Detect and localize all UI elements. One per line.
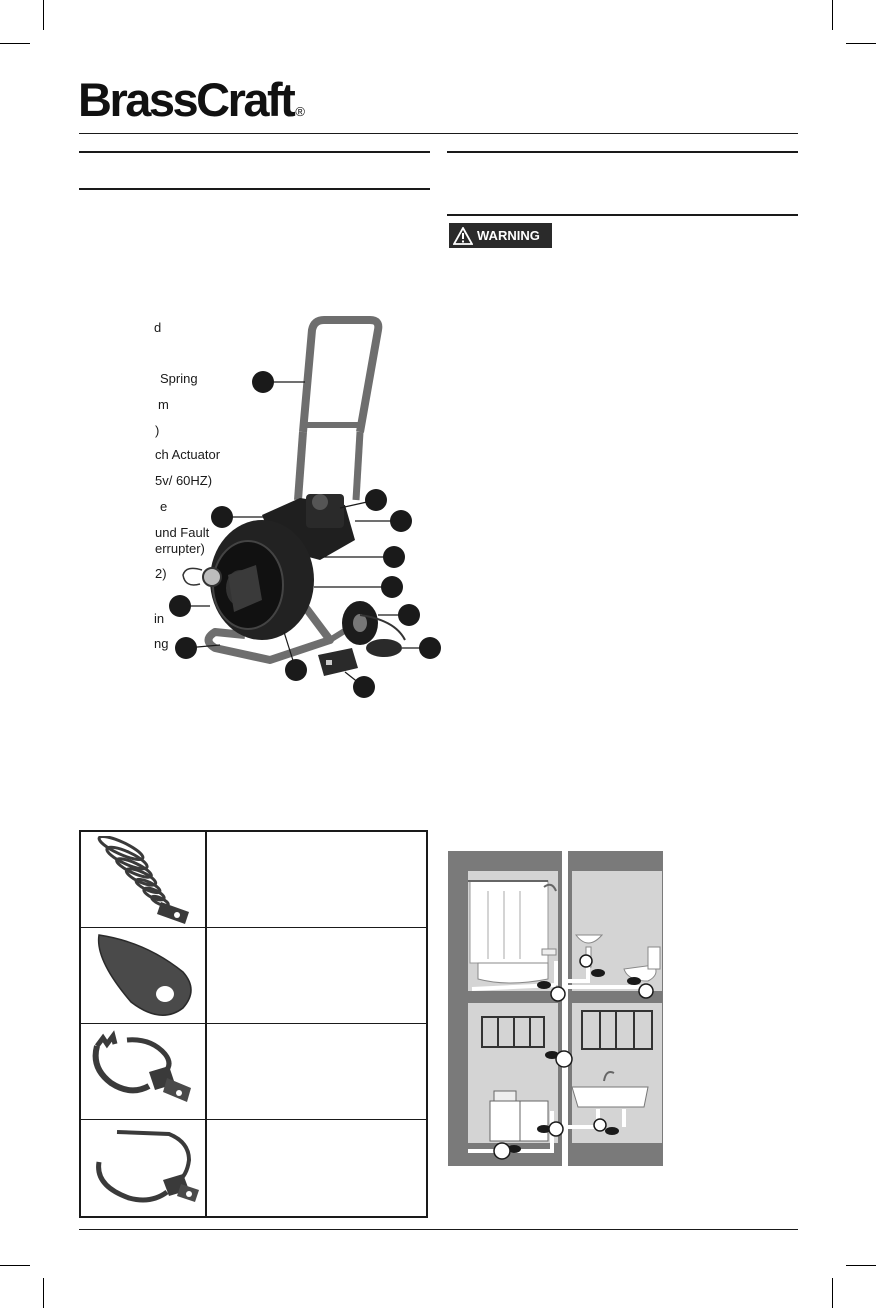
brand-name: BrassCraft	[78, 73, 294, 126]
header-rule	[79, 133, 798, 134]
part-label: ch Actuator	[155, 447, 221, 462]
crop-mark	[43, 1278, 44, 1308]
warning-triangle-icon	[453, 227, 473, 245]
part-label: ng	[154, 636, 169, 651]
crop-mark	[0, 43, 30, 44]
warning-badge	[449, 223, 552, 248]
crop-mark	[832, 1278, 833, 1308]
right-section-rule-top	[447, 151, 798, 153]
part-label: )	[155, 423, 160, 438]
table-row	[81, 1120, 426, 1216]
left-section-rule-bottom	[79, 188, 430, 190]
teardrop-blade-icon	[91, 930, 201, 1022]
spring-funnel-auger-icon	[91, 836, 201, 924]
right-section-rule-bottom	[447, 214, 798, 216]
part-label: und Fault	[155, 525, 210, 540]
footer-rule	[79, 1229, 798, 1230]
table-row	[81, 928, 426, 1024]
c-cutter-large-icon	[89, 1124, 201, 1212]
part-label: in	[154, 611, 165, 626]
crop-mark	[832, 0, 833, 30]
part-label: m	[158, 397, 169, 412]
left-section-rule-top	[79, 151, 430, 153]
part-label: errupter)	[155, 541, 205, 556]
part-label: Spring	[160, 371, 198, 386]
attachments-table	[79, 830, 428, 1218]
c-cutter-small-icon	[91, 1028, 201, 1116]
registered-mark: ®	[295, 104, 305, 119]
crop-mark	[846, 43, 876, 44]
part-label: 5v/ 60HZ)	[155, 473, 213, 488]
brand-logo	[78, 73, 305, 126]
part-label: d	[154, 320, 162, 335]
part-label: 2)	[155, 566, 167, 581]
crop-mark	[0, 1265, 30, 1266]
table-row	[81, 832, 426, 928]
part-label: e	[160, 499, 168, 514]
table-row	[81, 1024, 426, 1120]
drain-machine-illustration	[160, 310, 450, 705]
crop-mark	[43, 0, 44, 30]
crop-mark	[846, 1265, 876, 1266]
house-drain-locations-icon	[448, 851, 663, 1166]
warning-label: WARNING	[477, 228, 540, 243]
